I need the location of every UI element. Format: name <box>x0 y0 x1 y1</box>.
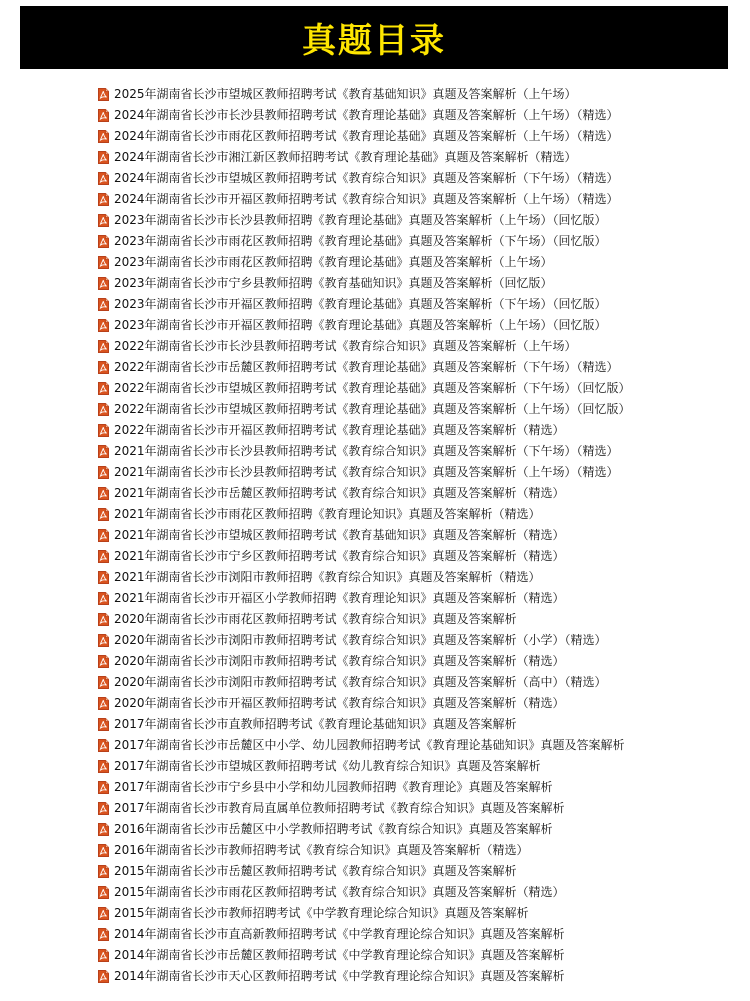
list-item[interactable] <box>98 84 631 105</box>
list-item-title: 2014年湖南省长沙市天心区教师招聘考试《中学教育理论综合知识》真题及答案解析 <box>114 969 565 983</box>
pdf-icon <box>98 172 109 185</box>
pdf-icon <box>98 277 109 290</box>
pdf-icon <box>98 865 109 878</box>
list-item[interactable] <box>98 798 631 819</box>
list-item[interactable] <box>98 420 631 441</box>
page-title: 真题目录 <box>302 21 446 61</box>
pdf-icon <box>98 592 109 605</box>
pdf-icon <box>98 844 109 857</box>
list-item-title: 2021年湖南省长沙市雨花区教师招聘《教育理论知识》真题及答案解析（精选） <box>114 507 541 521</box>
list-item[interactable] <box>98 903 631 924</box>
list-item[interactable] <box>98 252 631 273</box>
pdf-icon <box>98 214 109 227</box>
pdf-icon <box>98 655 109 668</box>
list-item-title: 2021年湖南省长沙市长沙县教师招聘考试《教育综合知识》真题及答案解析（下午场）（精选） <box>114 444 619 458</box>
list-item-title: 2022年湖南省长沙市望城区教师招聘考试《教育理论基础》真题及答案解析（上午场）（回忆版） <box>114 402 631 416</box>
list-item[interactable] <box>98 546 631 567</box>
pdf-icon <box>98 466 109 479</box>
pdf-icon <box>98 970 109 983</box>
pdf-icon <box>98 382 109 395</box>
pdf-icon <box>98 193 109 206</box>
list-item-title: 2023年湖南省长沙市开福区教师招聘《教育理论基础》真题及答案解析（上午场）（回忆版） <box>114 318 607 332</box>
list-item[interactable] <box>98 357 631 378</box>
list-item-title: 2015年湖南省长沙市教师招聘考试《中学教育理论综合知识》真题及答案解析 <box>114 906 529 920</box>
list-item-title: 2014年湖南省长沙市直高新教师招聘考试《中学教育理论综合知识》真题及答案解析 <box>114 927 565 941</box>
list-item[interactable] <box>98 819 631 840</box>
list-item-title: 2017年湖南省长沙市直教师招聘考试《教育理论基础知识》真题及答案解析 <box>114 717 517 731</box>
list-item[interactable] <box>98 336 631 357</box>
pdf-icon <box>98 886 109 899</box>
list-item-title: 2016年湖南省长沙市岳麓区中小学教师招聘考试《教育综合知识》真题及答案解析 <box>114 822 553 836</box>
pdf-icon <box>98 928 109 941</box>
list-item-title: 2023年湖南省长沙市雨花区教师招聘《教育理论基础》真题及答案解析（下午场）（回忆版） <box>114 234 607 248</box>
list-item[interactable] <box>98 231 631 252</box>
list-item[interactable] <box>98 315 631 336</box>
list-item[interactable] <box>98 588 631 609</box>
header-banner <box>20 6 728 69</box>
list-item[interactable] <box>98 924 631 945</box>
pdf-icon <box>98 697 109 710</box>
list-item[interactable] <box>98 777 631 798</box>
pdf-icon <box>98 109 109 122</box>
list-item[interactable] <box>98 714 631 735</box>
pdf-icon <box>98 802 109 815</box>
list-item-title: 2024年湖南省长沙市长沙县教师招聘考试《教育理论基础》真题及答案解析（上午场）（精选） <box>114 108 619 122</box>
list-item-title: 2020年湖南省长沙市开福区教师招聘考试《教育综合知识》真题及答案解析（精选） <box>114 696 565 710</box>
pdf-icon <box>98 340 109 353</box>
list-item-title: 2023年湖南省长沙市雨花区教师招聘《教育理论基础》真题及答案解析（上午场） <box>114 255 553 269</box>
pdf-icon <box>98 760 109 773</box>
pdf-icon <box>98 487 109 500</box>
pdf-icon <box>98 298 109 311</box>
list-item-title: 2014年湖南省长沙市岳麓区教师招聘考试《中学教育理论综合知识》真题及答案解析 <box>114 948 565 962</box>
list-item-title: 2022年湖南省长沙市长沙县教师招聘考试《教育综合知识》真题及答案解析（上午场） <box>114 339 577 353</box>
pdf-icon <box>98 739 109 752</box>
list-item-title: 2024年湖南省长沙市湘江新区教师招聘考试《教育理论基础》真题及答案解析（精选） <box>114 150 577 164</box>
pdf-icon <box>98 718 109 731</box>
list-item-title: 2017年湖南省长沙市宁乡县中小学和幼儿园教师招聘《教育理论》真题及答案解析 <box>114 780 553 794</box>
list-item-title: 2017年湖南省长沙市教育局直属单位教师招聘考试《教育综合知识》真题及答案解析 <box>114 801 565 815</box>
pdf-icon <box>98 151 109 164</box>
list-item[interactable] <box>98 210 631 231</box>
pdf-icon <box>98 907 109 920</box>
list-item-title: 2020年湖南省长沙市浏阳市教师招聘考试《教育综合知识》真题及答案解析（高中）（精选） <box>114 675 607 689</box>
list-item[interactable] <box>98 945 631 966</box>
list-item-title: 2025年湖南省长沙市望城区教师招聘考试《教育基础知识》真题及答案解析（上午场） <box>114 87 577 101</box>
list-item-title: 2020年湖南省长沙市浏阳市教师招聘考试《教育综合知识》真题及答案解析（精选） <box>114 654 565 668</box>
pdf-icon <box>98 823 109 836</box>
list-item-title: 2023年湖南省长沙市宁乡县教师招聘《教育基础知识》真题及答案解析（回忆版） <box>114 276 553 290</box>
pdf-icon <box>98 676 109 689</box>
pdf-icon <box>98 781 109 794</box>
list-item[interactable] <box>98 651 631 672</box>
list-item[interactable] <box>98 756 631 777</box>
pdf-icon <box>98 949 109 962</box>
list-item[interactable] <box>98 735 631 756</box>
list-item[interactable] <box>98 504 631 525</box>
list-item-title: 2020年湖南省长沙市雨花区教师招聘考试《教育综合知识》真题及答案解析 <box>114 612 517 626</box>
list-item-title: 2015年湖南省长沙市雨花区教师招聘考试《教育综合知识》真题及答案解析（精选） <box>114 885 565 899</box>
list-item[interactable] <box>98 840 631 861</box>
pdf-icon <box>98 424 109 437</box>
list-item-title: 2021年湖南省长沙市宁乡区教师招聘考试《教育综合知识》真题及答案解析（精选） <box>114 549 565 563</box>
pdf-icon <box>98 508 109 521</box>
pdf-icon <box>98 130 109 143</box>
list-item-title: 2021年湖南省长沙市长沙县教师招聘考试《教育综合知识》真题及答案解析（上午场）（精选） <box>114 465 619 479</box>
list-item[interactable] <box>98 189 631 210</box>
list-item-title: 2024年湖南省长沙市雨花区教师招聘考试《教育理论基础》真题及答案解析（上午场）（精选） <box>114 129 619 143</box>
list-item[interactable] <box>98 294 631 315</box>
pdf-icon <box>98 235 109 248</box>
list-item[interactable] <box>98 105 631 126</box>
list-item-title: 2020年湖南省长沙市浏阳市教师招聘考试《教育综合知识》真题及答案解析（小学）（精选） <box>114 633 607 647</box>
list-item[interactable] <box>98 378 631 399</box>
list-item[interactable] <box>98 882 631 903</box>
list-item-title: 2022年湖南省长沙市岳麓区教师招聘考试《教育理论基础》真题及答案解析（下午场）（精选） <box>114 360 619 374</box>
list-item-title: 2024年湖南省长沙市开福区教师招聘考试《教育综合知识》真题及答案解析（上午场）（精选） <box>114 192 619 206</box>
pdf-icon <box>98 445 109 458</box>
pdf-icon <box>98 88 109 101</box>
list-item-title: 2024年湖南省长沙市望城区教师招聘考试《教育综合知识》真题及答案解析（下午场）（精选） <box>114 171 619 185</box>
list-item[interactable] <box>98 126 631 147</box>
list-item-title: 2021年湖南省长沙市浏阳市教师招聘《教育综合知识》真题及答案解析（精选） <box>114 570 541 584</box>
list-item[interactable] <box>98 483 631 504</box>
pdf-icon <box>98 571 109 584</box>
list-item[interactable] <box>98 630 631 651</box>
list-item-title: 2022年湖南省长沙市望城区教师招聘考试《教育理论基础》真题及答案解析（下午场）（回忆版） <box>114 381 631 395</box>
pdf-icon <box>98 403 109 416</box>
pdf-icon <box>98 529 109 542</box>
list-item-title: 2021年湖南省长沙市望城区教师招聘考试《教育基础知识》真题及答案解析（精选） <box>114 528 565 542</box>
list-item-title: 2017年湖南省长沙市望城区教师招聘考试《幼儿教育综合知识》真题及答案解析 <box>114 759 541 773</box>
document-list <box>98 84 631 987</box>
list-item[interactable] <box>98 609 631 630</box>
list-item[interactable] <box>98 273 631 294</box>
list-item[interactable] <box>98 693 631 714</box>
list-item-title: 2023年湖南省长沙市开福区教师招聘《教育理论基础》真题及答案解析（下午场）（回忆版） <box>114 297 607 311</box>
list-item[interactable] <box>98 966 631 987</box>
list-item[interactable] <box>98 441 631 462</box>
list-item-title: 2023年湖南省长沙市长沙县教师招聘《教育理论基础》真题及答案解析（上午场）（回忆版） <box>114 213 607 227</box>
list-item[interactable] <box>98 168 631 189</box>
list-item-title: 2022年湖南省长沙市开福区教师招聘考试《教育理论基础》真题及答案解析（精选） <box>114 423 565 437</box>
list-item-title: 2015年湖南省长沙市岳麓区教师招聘考试《教育综合知识》真题及答案解析 <box>114 864 517 878</box>
list-item-title: 2016年湖南省长沙市教师招聘考试《教育综合知识》真题及答案解析（精选） <box>114 843 529 857</box>
list-item-title: 2021年湖南省长沙市岳麓区教师招聘考试《教育综合知识》真题及答案解析（精选） <box>114 486 565 500</box>
list-item[interactable] <box>98 567 631 588</box>
pdf-icon <box>98 361 109 374</box>
pdf-icon <box>98 550 109 563</box>
list-item-title: 2017年湖南省长沙市岳麓区中小学、幼儿园教师招聘考试《教育理论基础知识》真题及答案解析 <box>114 738 625 752</box>
list-item[interactable] <box>98 672 631 693</box>
list-item[interactable] <box>98 399 631 420</box>
list-item[interactable] <box>98 861 631 882</box>
list-item[interactable] <box>98 147 631 168</box>
list-item-title: 2021年湖南省长沙市开福区小学教师招聘《教育理论知识》真题及答案解析（精选） <box>114 591 565 605</box>
list-item[interactable] <box>98 462 631 483</box>
pdf-icon <box>98 319 109 332</box>
list-item[interactable] <box>98 525 631 546</box>
pdf-icon <box>98 256 109 269</box>
pdf-icon <box>98 634 109 647</box>
pdf-icon <box>98 613 109 626</box>
